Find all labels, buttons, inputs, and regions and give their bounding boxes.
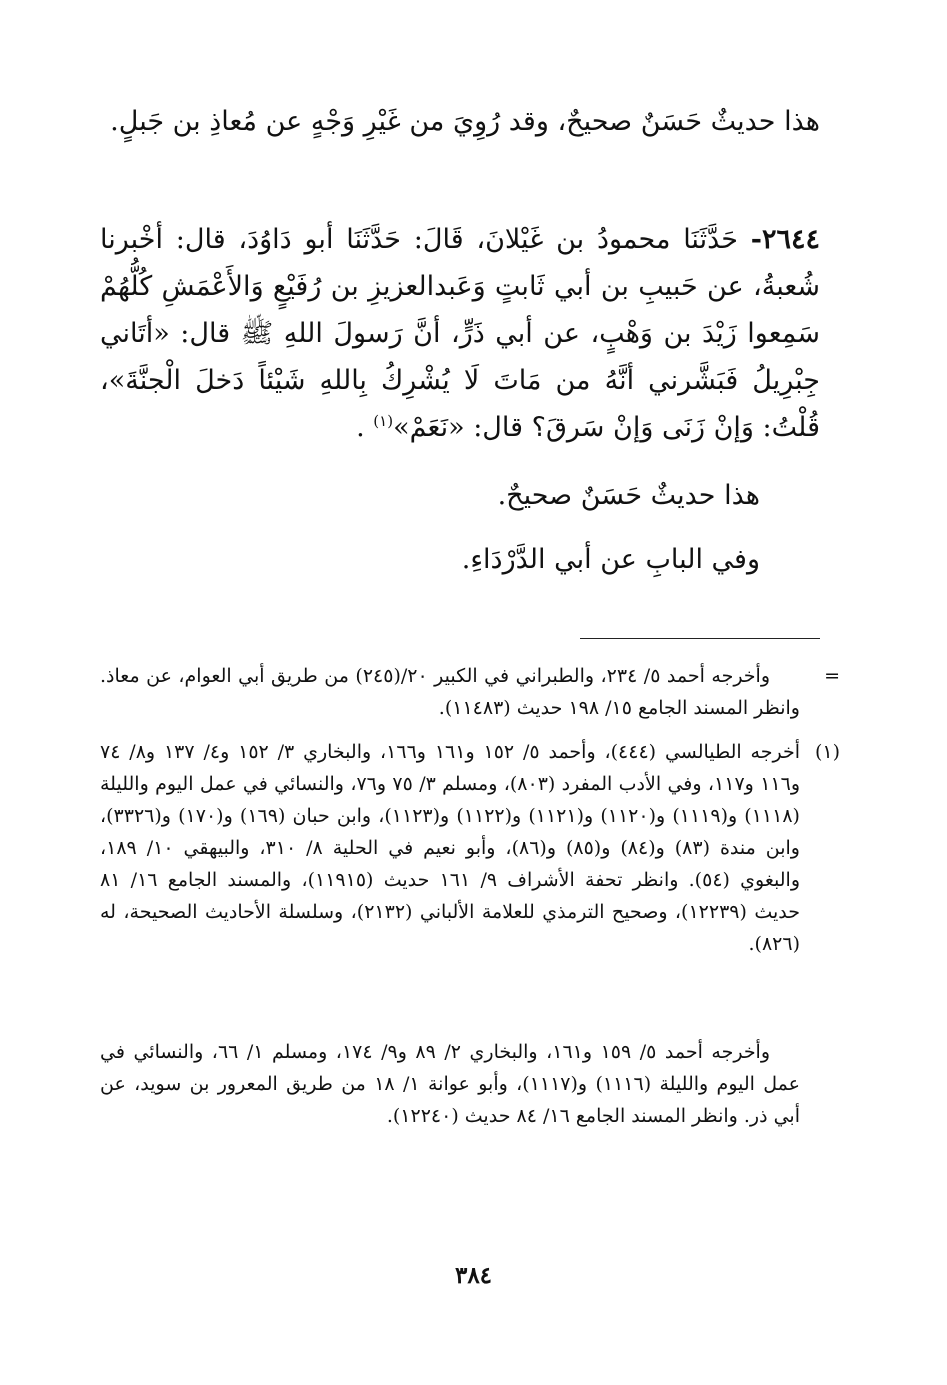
page-number: ٣٨٤ bbox=[454, 1262, 493, 1289]
footnote-reference: (١) bbox=[373, 412, 394, 430]
paragraph-4-text: وفي البابِ عن أبي الدَّرْدَاءِ. bbox=[461, 544, 760, 575]
paragraph-2-end: . bbox=[356, 412, 374, 443]
footnote-1-text: أخرجه الطيالسي (٤٤٤)، وأحمد ٥/ ١٥٢ و١٦١ و١٦٦، والبخاري ٣/ ١٥٢ و٤/ ١٣٧ و٨/ ٧٤ و١١٦ و١١٧، وفي الأدب المفرد (٨٠٣)، ومسلم ٣/ ٧٥ و٧٦، والنسائي في عمل اليوم والليلة (١١١٨) و(١١١٩) و(١١٢٠) و(١١٢١) و(١١٢٢) و(١١٢٣)، وابن حبان (١٦٩) و(١٧٠) و(٣٣٢٦)، وابن مندة (٨٣) و(٨٤) و(٨٥) و(٨٦)، وأبو نعيم في الحلية ٨/ ٣١٠، والبيهقي ١٠/ ١٨٩، والبغوي (٥٤). وانظر تحفة الأشراف ٩/ ١٦١ حديث (١١٩١٥)، والمسند الجامع ١٦/ ٨١ حديث (١٢٢٣٩)، وصحيح الترمذي للعلامة الألباني (٢١٣٢)، وسلسلة الأحاديث الصحيحة، له (٨٢٦). bbox=[100, 741, 801, 955]
paragraph-grading-2 bbox=[100, 472, 820, 519]
continuation-text: وأخرجه أحمد ٥/ ٢٣٤، والطبراني في الكبير ٢٠/(٢٤٥) من طريق أبي العوام، عن معاذ. وانظر المسند الجامع ١٥/ ١٩٨ حديث (١١٤٨٣). bbox=[100, 665, 800, 719]
footnote-1-continued bbox=[100, 1036, 840, 1132]
footnote-1-marker: (١) bbox=[814, 741, 840, 763]
paragraph-chapter-note bbox=[100, 536, 820, 583]
hadith-number: ٢٦٤٤- bbox=[750, 224, 820, 255]
continuation-marker: = bbox=[824, 665, 840, 687]
paragraph-hadith-2644 bbox=[100, 216, 820, 451]
paragraph-1-text: هذا حديثٌ حَسَنٌ صحيحٌ، وقد رُوِيَ من غَيْرِ وَجْهٍ عن مُعاذِ بن جَبلٍ. bbox=[110, 106, 820, 137]
footnote-1-continued-text: وأخرجه أحمد ٥/ ١٥٩ و١٦١، والبخاري ٢/ ٨٩ و٩/ ١٧٤، ومسلم ١/ ٦٦، والنسائي في عمل اليوم والليلة (١١١٦) و(١١١٧)، وأبو عوانة ١/ ١٨ من طريق المعرور بن سويد، عن أبي ذر. وانظر المسند الجامع ١٦/ ٨٤ حديث (١٢٢٤٠). bbox=[100, 1041, 800, 1127]
footnote-continuation bbox=[100, 660, 840, 724]
footnote-1 bbox=[100, 736, 840, 960]
footnote-separator bbox=[580, 638, 820, 639]
paragraph-3-text: هذا حديثٌ حَسَنٌ صحيحٌ. bbox=[497, 480, 760, 511]
paragraph-2-text: حَدَّثَنَا محمودُ بن غَيْلانَ، قَالَ: حَدَّثَنَا أبو دَاوُدَ، قال: أخْبرنا شُعبةُ، عن حَبيبِ بن أبي ثَابتٍ وَعَبدالعزيزِ بن رُفَيْعٍ وَالأَعْمَشِ كُلُّهُمْ سَمِعوا زَيْدَ بن وَهْبٍ، عن أبي ذَرٍّ، أنَّ رَسولَ اللهِ ﷺ قال: «أتَاني جِبْرِيلُ فَبَشَّرني أنَّهُ من مَاتَ لَا يُشْرِكُ بِاللهِ شَيْئاً دَخلَ الْجنَّةَ»، قُلْتُ: وَإنْ زَنَى وَإنْ سَرقَ؟ قال: «نَعَمْ» bbox=[100, 224, 820, 443]
paragraph-hadith-grading bbox=[100, 98, 820, 145]
